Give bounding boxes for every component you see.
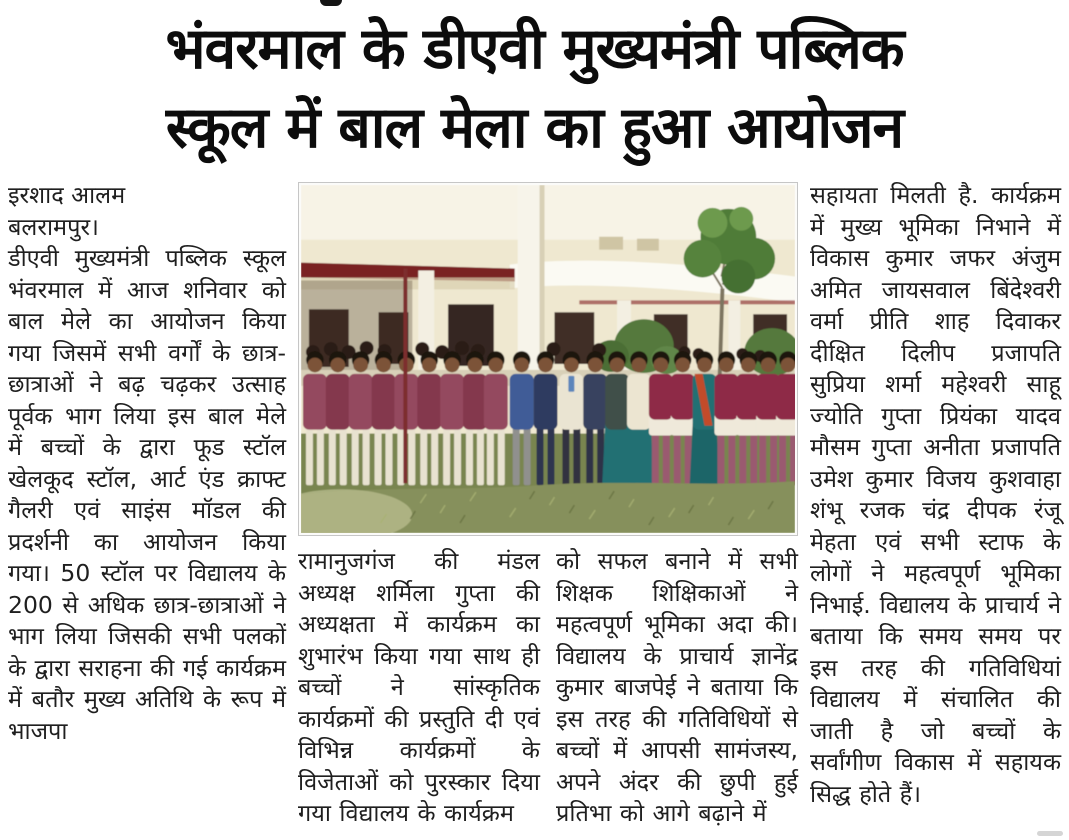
byline (8, 180, 286, 243)
crop-artifact-bottom (1037, 831, 1063, 836)
article-body (0, 176, 1069, 830)
crop-artifact (320, 0, 342, 6)
headline-line-2: स्कूल में बाल मेला का हुआ आयोजन (165, 95, 904, 161)
column-right (810, 180, 1061, 830)
byline-location: बलरामपुर। (8, 212, 99, 241)
right-column-text: सहायता मिलती है. कार्यक्रम में मुख्य भूमिका निभाने में विकास कुमार जफर अंजुम अमित जायसवाल बिंदेश्वरी वर्मा प्रीति शाह दिवाकर दीक्षित दिलीप प्रजापति सुप्रिया शर्मा महेश्वरी साहू ज्योति गुप्ता प्रियंका यादव मौसम गुप्ता अनीता प्रजापति उमेश कुमार विजय कुशवाहा शंभू रजक चंद्र दीपक रंजू मेहता एवं सभी स्टाफ के लोगों ने महत्वपूर्ण भूमिका निभाई. विद्यालय के प्राचार्य ने बताया कि समय समय पर इस तरह की गतिविधियां विद्यालय में संचालित की जाती है जो बच्चों के सर्वांगीण विकास में सहायक सिद्ध होते हैं। (810, 181, 1061, 808)
center-text-columns (298, 546, 798, 830)
left-column-text: डीएवी मुख्यमंत्री पब्लिक स्कूल भंवरमाल में आज शनिवार को बाल मेले का आयोजन किया गया जिसमें सभी वर्गों के छात्र-छात्राओं ने बढ़ चढ़कर उत्साह पूर्वक भाग लिया इस बाल मेले में बच्चों के द्वारा फूड स्टॉल खेलकूद स्टॉल, आर्ट एंड क्राफ्ट गैलरी एवं साइंस मॉडल की प्रदर्शनी का आयोजन किया गया। 50 स्टॉल पर विद्यालय के 200 से अधिक छात्र-छात्राओं ने भाग लिया जिसकी सभी पलकों के द्वारा सराहना की गई कार्यक्रम में बतौर मुख्य अतिथि के रूप में भाजपा (8, 244, 286, 745)
event-photo-graphic (301, 185, 795, 533)
middle-column-b-text: को सफल बनाने में सभी शिक्षक शिक्षिकाओं ने महत्वपूर्ण भूमिका अदा की। विद्यालय के प्राचार्य ज्ञानेंद्र कुमार बाजपेई ने बताया कि इस तरह की गतिविधियों से बच्चों में आपसी सामंजस्य, अपने अंदर की छुपी हुई प्रतिभा को आगे बढ़ाने में (556, 547, 798, 827)
column-center (298, 180, 798, 830)
byline-reporter: इरशाद आलम (8, 181, 126, 209)
middle-column-a-text: रामानुजगंज की मंडल अध्यक्ष शर्मिला गुप्ता की अध्यक्षता में कार्यक्रम का शुभारंभ किया गया साथ ही बच्चों ने सांस्कृतिक कार्यक्रमों की प्रस्तुति दी एवं विभिन्न कार्यक्रमों के विजेताओं को पुरस्कार दिया गया विद्यालय के कार्यक्रम (298, 547, 540, 827)
headline-line-1: भंवरमाल के डीएवी मुख्यमंत्री पब्लिक (165, 16, 904, 82)
event-photo (298, 182, 798, 536)
column-left (8, 180, 286, 830)
headline (6, 10, 1063, 168)
